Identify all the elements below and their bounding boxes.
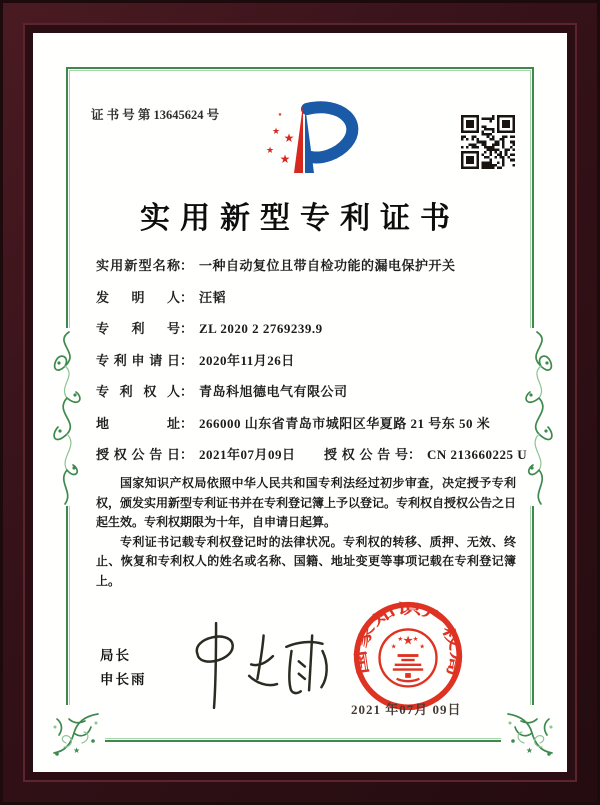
flourish-swirl-icon: [518, 328, 560, 506]
qr-code-icon: [461, 115, 515, 169]
certificate-page: [33, 33, 567, 772]
field-value: 汪韬: [199, 289, 227, 305]
seal-ring-text: 国家知识产权局: [354, 601, 464, 676]
signoff-block: [100, 644, 147, 692]
colon: ：: [180, 384, 194, 399]
floral-corner-icon: [503, 707, 557, 761]
field-row-name: [96, 257, 516, 275]
legal-paragraph: 专利证书记载专利权登记时的法律状况。专利权的转移、质押、无效、终止、恢复和专利权人的姓名或名称、国籍、地址变更等事项记载在专利登记簿上。: [96, 534, 516, 588]
grant-no-pair: [324, 447, 527, 462]
field-row-filing-date: [96, 352, 516, 370]
field-value: 2021年07月09日: [199, 447, 296, 462]
field-value: ZL 2020 2 2769239.9: [199, 321, 323, 336]
field-row-patent-no: [96, 320, 516, 338]
seal-date: 2021 年07月 09日: [351, 702, 462, 717]
field-label: 专利权人: [96, 384, 180, 399]
field-row-address: [96, 415, 516, 433]
colon: ：: [408, 447, 422, 462]
left-flourish-ornament: [46, 328, 88, 506]
svg-text:★: ★: [73, 746, 81, 755]
cnipa-logo: [243, 99, 373, 183]
colon: ：: [180, 352, 194, 368]
field-row-patentee: [96, 383, 516, 401]
svg-text:★: ★: [265, 145, 275, 155]
official-seal: [351, 599, 465, 713]
field-row-inventor: [96, 289, 516, 307]
field-value: 266000 山东省青岛市城阳区华夏路 21 号东 50 米: [199, 415, 491, 431]
field-row-grant: [96, 446, 528, 464]
field-value: 2020年11月26日: [199, 352, 295, 368]
colon: ：: [180, 289, 194, 305]
svg-text:★: ★: [419, 643, 426, 651]
fields-block: [96, 257, 528, 478]
field-label: 地址: [96, 415, 180, 431]
field-value: 青岛科旭德电气有限公司: [199, 384, 348, 399]
grant-date-pair: [96, 446, 324, 464]
director-title: 局长: [100, 648, 131, 663]
field-label: 专利号: [96, 321, 180, 336]
certificate-number: 证 书 号 第 13645624 号: [91, 108, 220, 122]
legal-text-block: [96, 474, 516, 591]
flourish-swirl-icon: [46, 328, 88, 506]
svg-text:★: ★: [390, 643, 397, 651]
national-emblem-icon: [380, 629, 437, 686]
svg-text:★: ★: [277, 113, 283, 118]
field-label: 授权公告号: [324, 447, 408, 462]
floral-corner-icon: [49, 707, 103, 761]
svg-text:★: ★: [397, 635, 404, 643]
director-signature: [183, 616, 338, 716]
field-label: 专利申请日: [96, 352, 180, 368]
svg-text:★: ★: [279, 152, 291, 166]
svg-text:★: ★: [412, 635, 419, 643]
colon: ：: [180, 258, 194, 273]
certificate-title: 实用新型专利证书: [140, 202, 460, 235]
svg-text:★: ★: [271, 126, 281, 136]
colon: ：: [180, 321, 194, 336]
signature-icon: [183, 616, 338, 716]
colon: ：: [180, 447, 194, 462]
svg-text:★: ★: [283, 131, 295, 145]
colon: ：: [180, 415, 194, 431]
svg-text:★: ★: [525, 746, 533, 755]
bottom-left-floral-ornament: [47, 705, 105, 763]
cnipa-logo-icon: [243, 99, 373, 183]
legal-paragraph: 国家知识产权局依照中华人民共和国专利法经过初步审查，决定授予专利权，颁发实用新型专利证书并在专利登记簿上予以登记。专利权自授权公告之日起生效。专利权期限为十年，自申请日起算。: [96, 476, 517, 529]
qr-code: [461, 115, 515, 169]
field-label: 发明人: [96, 289, 180, 305]
field-label: 实用新型名称: [96, 258, 180, 273]
svg-text:★: ★: [402, 633, 414, 648]
field-value: CN 213660225 U: [427, 447, 528, 462]
right-flourish-ornament: [518, 328, 560, 506]
field-label: 授权公告日: [96, 447, 180, 462]
official-seal-icon: [351, 599, 465, 713]
field-value: 一种自动复位且带自检功能的漏电保护开关: [199, 258, 456, 273]
bottom-right-floral-ornament: [501, 705, 559, 763]
frame-bevel: [3, 3, 597, 802]
director-name: 申长雨: [100, 672, 147, 687]
